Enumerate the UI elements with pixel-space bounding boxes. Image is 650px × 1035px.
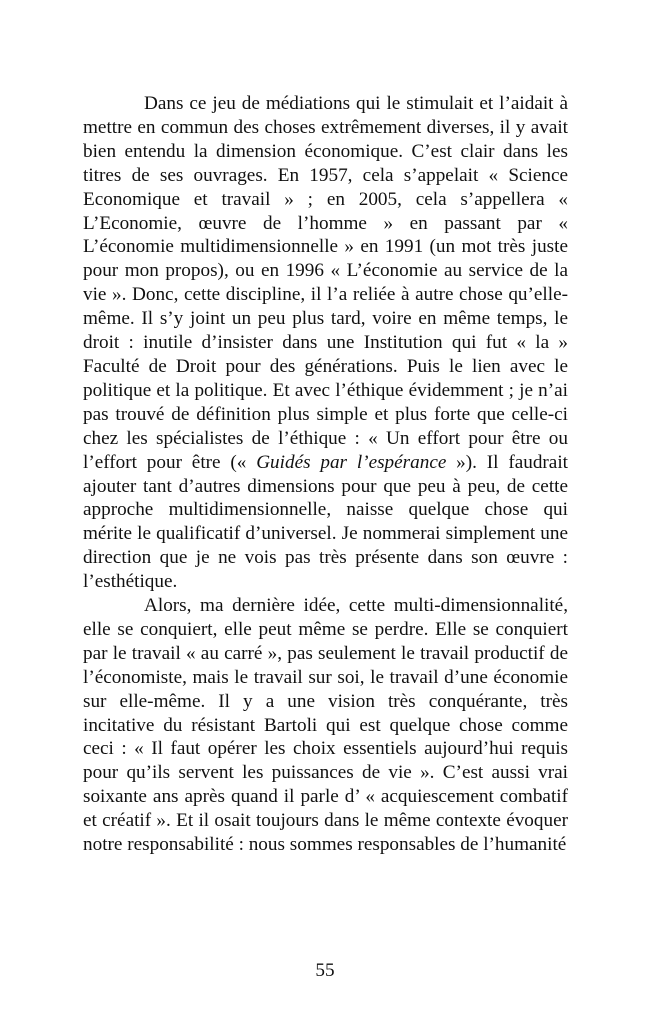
- paragraph-1-text-a: Dans ce jeu de médiations qui le stimulait et l’aidait à mettre en commun des choses extrêmement diverses, il y avait bien entendu la dimension économique. C’est clair dans les titres de ses ouvrages. En 1957, cela s’appelait « Science Economique et travail » ; en 2005, cela s’appellera « L’Economie, œuvre de l’homme » en passant par « L’économie multidimensionnelle » en 1991 (un mot très juste pour mon propos), ou en 1996 « L’économie au service de la vie ». Donc, cette discipline, il l’a reliée à autre chose qu’elle-même. Il s’y joint un peu plus tard, voire en même temps, le droit : inutile d’insister dans une Institution qui fut « la » Faculté de Droit pour des générations. Puis le lien avec le politique et la politique. Et avec l’éthique évidemment ; je n’ai pas trouvé de définition plus simple et plus forte que celle-ci chez les spécialistes de l’éthique : « Un effort pour être ou l’effort pour être («: [83, 93, 568, 473]
- page-body: [83, 92, 568, 857]
- paragraph-2: [83, 594, 568, 857]
- page-number: 55: [315, 960, 335, 981]
- paragraph-1: [83, 92, 568, 594]
- book-title-guides-par-lesperance: Guidés par l’espérance: [256, 451, 447, 473]
- paragraph-2-text: Alors, ma dernière idée, cette multi-dimensionnalité, elle se conquiert, elle peut même se perdre. Elle se conquiert par le travail « au carré », pas seulement le travail productif de l’économiste, mais le travail sur soi, le travail d’une économie sur elle-même. Il y a une vision très conquérante, très incitative du résistant Bartoli qui est quelque chose comme ceci : « Il faut opérer les choix essentiels aujourd’hui requis pour qu’ils servent les puissances de vie ». C’est aussi vrai soixante ans après quand il parle d’ « acquiescement combatif et créatif ». Et il osait toujours dans le même contexte évoquer notre responsabilité : nous sommes responsables de l’humanité: [83, 595, 568, 856]
- paragraph-1-text-b: »). Il faudrait ajouter tant d’autres dimensions pour que peu à peu, de cette approche multidimensionnelle, naisse quelque chose qui mérite le qualificatif d’universel. Je nommerai simplement une direction que je ne vois pas très présente dans son œuvre : l’esthétique.: [83, 451, 568, 593]
